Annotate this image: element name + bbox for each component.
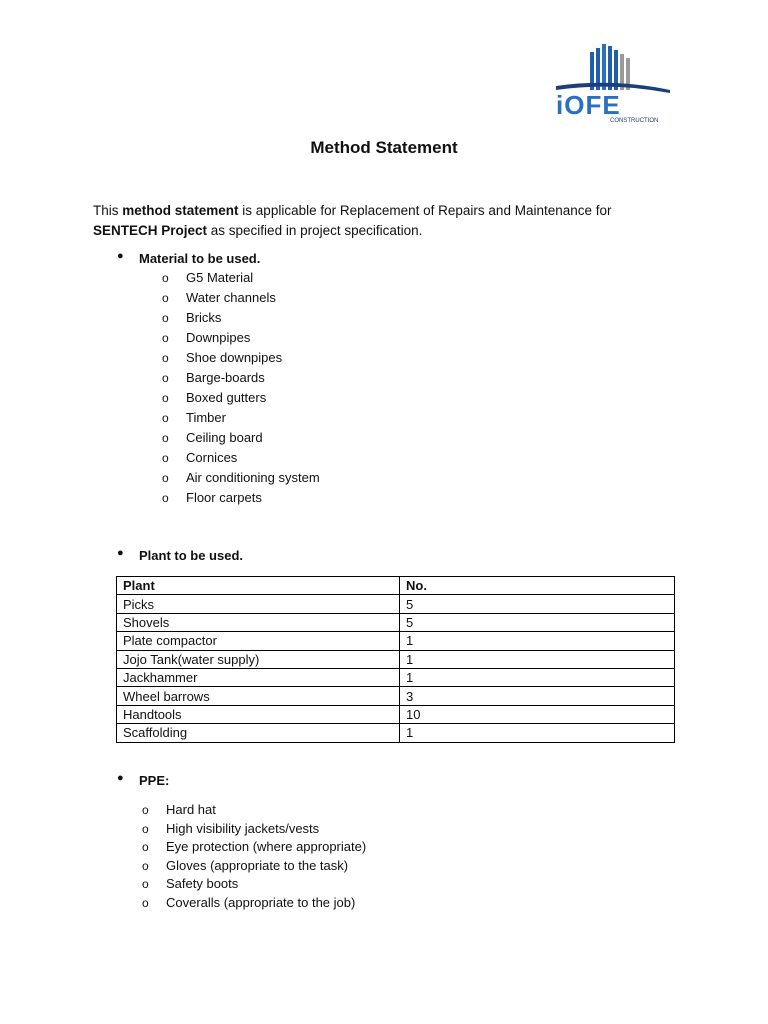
- plant-name-cell: Picks: [117, 595, 400, 613]
- list-item: [142, 819, 366, 838]
- list-item: [162, 308, 320, 328]
- list-item: [162, 448, 320, 468]
- list-item: [142, 893, 366, 912]
- plant-count-cell: 1: [400, 668, 675, 686]
- list-item-text: Eye protection (where appropriate): [166, 839, 367, 855]
- table-header-row: [117, 577, 675, 595]
- company-logo: [552, 42, 674, 124]
- bullet-icon: ●: [117, 772, 124, 784]
- logo-subtext: CONSTRUCTION: [610, 118, 659, 124]
- sub-bullet-icon: o: [142, 895, 149, 910]
- table-row: [117, 687, 675, 705]
- list-item: [142, 856, 366, 875]
- plant-count-cell: 3: [400, 687, 675, 705]
- list-item-text: Timber: [186, 410, 226, 425]
- intro-bold-project: SENTECH Project: [93, 223, 208, 238]
- plant-name-cell: Shovels: [117, 613, 400, 631]
- table-row: [117, 668, 675, 686]
- list-item: [162, 348, 320, 368]
- sub-bullet-icon: o: [142, 877, 149, 892]
- intro-paragraph: This method statement is applicable for Replacement of Repairs and Maintenance for SENTECH Project as specified in project specification.: [93, 203, 612, 238]
- list-item-text: Cornices: [186, 450, 238, 465]
- sub-bullet-icon: o: [162, 351, 169, 365]
- list-item: [162, 268, 320, 288]
- list-item-text: Floor carpets: [186, 490, 262, 505]
- sub-bullet-icon: o: [162, 371, 169, 385]
- plant-name-cell: Jackhammer: [117, 668, 400, 686]
- sub-bullet-icon: o: [162, 411, 169, 425]
- list-item: [142, 800, 366, 819]
- list-item: [162, 408, 320, 428]
- sub-bullet-icon: o: [142, 821, 149, 836]
- list-item-text: Air conditioning system: [186, 470, 320, 485]
- plant-name-cell: Scaffolding: [117, 724, 400, 742]
- intro-bold-method: method statement: [122, 203, 239, 218]
- list-item-text: Bricks: [186, 310, 222, 325]
- list-item-text: G5 Material: [186, 270, 254, 285]
- plant-count-cell: 1: [400, 632, 675, 650]
- plant-name-cell: Jojo Tank(water supply): [117, 650, 400, 668]
- list-item-text: Safety boots: [166, 876, 239, 892]
- sub-bullet-icon: o: [162, 331, 169, 345]
- sub-bullet-icon: o: [162, 291, 169, 305]
- list-item-text: Shoe downpipes: [186, 350, 283, 365]
- list-item: [162, 328, 320, 348]
- plant-name-cell: Wheel barrows: [117, 687, 400, 705]
- plant-count-cell: 5: [400, 595, 675, 613]
- page-title: Method Statement: [310, 138, 458, 157]
- plant-count-cell: 5: [400, 613, 675, 631]
- table-row: [117, 650, 675, 668]
- table-row: [117, 724, 675, 742]
- plant-heading: ● Plant to be used.: [117, 547, 244, 563]
- list-item-text: Gloves (appropriate to the task): [166, 857, 349, 873]
- list-item: [162, 428, 320, 448]
- plant-count-cell: 1: [400, 650, 675, 668]
- list-item-text: Hard hat: [166, 802, 216, 817]
- plant-name-cell: Handtools: [117, 705, 400, 723]
- column-header-plant: Plant: [117, 577, 400, 595]
- plant-name-cell: Plate compactor: [117, 632, 400, 650]
- list-item-text: Downpipes: [186, 330, 251, 345]
- list-item: [162, 488, 320, 508]
- plant-table: [116, 576, 675, 743]
- table-row: [117, 613, 675, 631]
- bullet-icon: ●: [117, 547, 124, 559]
- ppe-list: [142, 800, 367, 912]
- plant-count-cell: 1: [400, 724, 675, 742]
- table-row: [117, 632, 675, 650]
- sub-bullet-icon: o: [162, 431, 169, 445]
- materials-list: [162, 268, 320, 508]
- table-row: [117, 595, 675, 613]
- list-item-text: Barge-boards: [186, 370, 265, 385]
- sub-bullet-icon: o: [142, 840, 149, 855]
- list-item: [142, 837, 367, 856]
- sub-bullet-icon: o: [162, 491, 169, 505]
- column-header-no: No.: [400, 577, 675, 595]
- list-item-text: Water channels: [186, 290, 276, 305]
- list-item-text: Coveralls (appropriate to the job): [166, 894, 356, 910]
- list-item: [162, 468, 320, 488]
- sub-bullet-icon: o: [162, 311, 169, 325]
- list-item: [142, 874, 366, 893]
- list-item-text: Boxed gutters: [186, 390, 267, 405]
- list-item: [162, 368, 320, 388]
- sub-bullet-icon: o: [142, 803, 149, 817]
- sub-bullet-icon: o: [162, 451, 169, 465]
- ppe-heading: ● PPE:: [117, 772, 170, 788]
- logo-text: iOFE: [556, 90, 621, 120]
- table-row: [117, 705, 675, 723]
- list-item-text: High visibility jackets/vests: [166, 820, 320, 836]
- list-item: [162, 388, 320, 408]
- sub-bullet-icon: o: [142, 858, 149, 873]
- sub-bullet-icon: o: [162, 471, 169, 485]
- bullet-icon: ●: [117, 250, 124, 262]
- plant-count-cell: 10: [400, 705, 675, 723]
- list-item-text: Ceiling board: [186, 430, 263, 445]
- sub-bullet-icon: o: [162, 391, 169, 405]
- sub-bullet-icon: o: [162, 271, 169, 285]
- list-item: [162, 288, 320, 308]
- materials-heading: ● Material to be used.: [117, 250, 261, 266]
